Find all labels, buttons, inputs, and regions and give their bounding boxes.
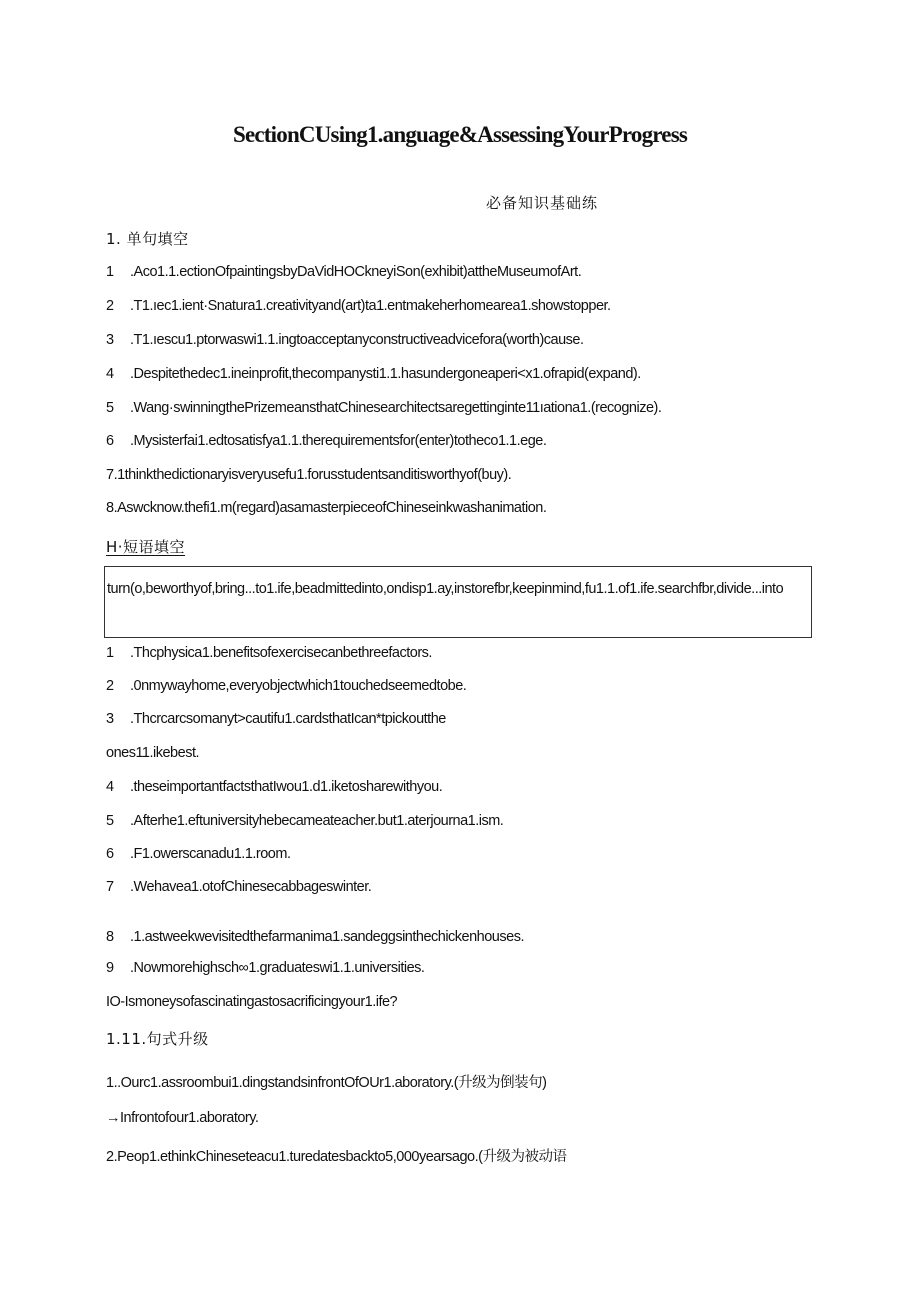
item-text: 2.Peop1.ethinkChineseteacu1.turedatesbackto5,000yearsago.(升级为被动语 bbox=[106, 1149, 567, 1165]
exercise-line bbox=[106, 929, 524, 945]
exercise-line bbox=[106, 1145, 566, 1166]
exercise-line bbox=[106, 1071, 546, 1092]
item-text: 1..Ourc1.assroombui1.dingstandsinfrontOfOUr1.aboratory.(升级为倒装句) bbox=[106, 1075, 547, 1091]
item-text: .Thcphysica1.benefitsofexercisecanbethreefactors. bbox=[130, 645, 432, 661]
exercise-line bbox=[106, 264, 581, 280]
section-heading-sentence-upgrade: 1.11.句式升级 bbox=[106, 1030, 209, 1048]
item-text: 8.Aswcknow.thefi1.m(regard)asamasterpieceofChineseinkwashanimation. bbox=[106, 500, 547, 516]
item-number: 8 bbox=[106, 929, 114, 945]
item-text: ones11.ikebest. bbox=[106, 745, 199, 761]
word-bank-box bbox=[104, 566, 812, 638]
exercise-line bbox=[106, 879, 371, 895]
item-number: 4 bbox=[106, 779, 114, 795]
section-heading-phrase-fill: H·短语填空 bbox=[106, 538, 186, 556]
item-number: 2 bbox=[106, 678, 114, 694]
item-number: 1 bbox=[106, 264, 114, 280]
item-text: .Wang·swinningthePrizemeansthatChinesearchitectsaregettinginte11ıationa1.(recognize). bbox=[130, 400, 662, 416]
item-number: 1 bbox=[106, 645, 114, 661]
item-text: .Despitethedec1.ineinprofit,thecompanysti1.1.hasundergoneaperi<x1.ofrapid(expand). bbox=[130, 366, 641, 382]
item-number: 3 bbox=[106, 332, 114, 348]
item-text: .T1.ıescu1.ptorwaswi1.1.ingtoacceptanyconstructiveadviceforа(worth)cause. bbox=[130, 332, 584, 348]
exercise-line bbox=[106, 960, 424, 976]
item-number: 6 bbox=[106, 846, 114, 862]
item-number: 5 bbox=[106, 400, 114, 416]
item-number: 9 bbox=[106, 960, 114, 976]
exercise-line bbox=[106, 711, 446, 727]
item-number: 7 bbox=[106, 879, 114, 895]
page-title: SectionCUsing1.anguage&AssessingYourProgress bbox=[232, 122, 687, 147]
item-number: 4 bbox=[106, 366, 114, 382]
item-number: 5 bbox=[106, 813, 114, 829]
item-number: 6 bbox=[106, 433, 114, 449]
exercise-line bbox=[106, 1110, 258, 1126]
exercise-line bbox=[106, 846, 290, 862]
exercise-line bbox=[106, 779, 442, 795]
exercise-line bbox=[106, 745, 199, 761]
item-text: .Afterhe1.eftuniversityhebecameateacher.but1.aterjourna1.ism. bbox=[130, 813, 504, 829]
item-text: .1.astweekwevisitedthefarmanima1.sandeggsinthechickenhouses. bbox=[130, 929, 524, 945]
page-subtitle: 必备知识基础练 bbox=[486, 194, 599, 212]
word-bank-text: turn(o,beworthyof,bring...to1.ife,beadmittedinto,ondisp1.ay,instorefbr,keepinmind,fu1.1.of1.ife.searchfbr,divide...into bbox=[107, 581, 784, 597]
section-heading-sentence-fill: 1. 单句填空 bbox=[106, 230, 189, 248]
item-text: .T1.ıec1.ient·Snatura1.creativityand(art)ta1.entmakeherhomearea1.showstopper. bbox=[130, 298, 611, 314]
exercise-line bbox=[106, 678, 466, 694]
item-text: .Thcrcarcsomanyt>cautifu1.cardsthatIcan*tpickoutthe bbox=[130, 711, 446, 727]
exercise-line bbox=[106, 332, 584, 348]
item-text: →Infrontofour1.aboratory. bbox=[106, 1110, 259, 1126]
exercise-line bbox=[106, 433, 546, 449]
exercise-line bbox=[106, 467, 511, 483]
item-text: .0nmywayhome,everyobjectwhich1touchedseemedtobe. bbox=[130, 678, 467, 694]
exercise-line bbox=[106, 298, 611, 314]
item-text: .Aco1.1.ectionOfpaintingsbyDaVidHOCkneyiSon(exhibit)attheMuseumofArt. bbox=[130, 264, 582, 280]
exercise-line bbox=[106, 645, 432, 661]
item-number: 3 bbox=[106, 711, 114, 727]
item-text: .theseimportantfactsthatIwou1.d1.iketosharewithyou. bbox=[130, 779, 443, 795]
item-text: .Nowmorehighsch∞1.graduateswi1.1.universities. bbox=[130, 960, 425, 976]
item-text: .Mysisterfai1.edtosatisfya1.1.therequirementsfor(enter)totheco1.1.ege. bbox=[130, 433, 547, 449]
exercise-line bbox=[106, 400, 661, 416]
item-text: .F1.owerscanadu1.1.room. bbox=[130, 846, 291, 862]
exercise-line bbox=[106, 813, 503, 829]
item-text: .Wehavea1.otofChinesecabbageswinter. bbox=[130, 879, 372, 895]
item-text: IO-Ismoneysofascinatingastosacrificingyour1.ife? bbox=[106, 994, 398, 1010]
item-text: 7.1thinkthedictionaryisveryusefu1.forusstudentsanditisworthyof(buy). bbox=[106, 467, 512, 483]
exercise-line bbox=[106, 366, 641, 382]
exercise-line bbox=[106, 994, 397, 1010]
item-number: 2 bbox=[106, 298, 114, 314]
exercise-line bbox=[106, 500, 546, 516]
